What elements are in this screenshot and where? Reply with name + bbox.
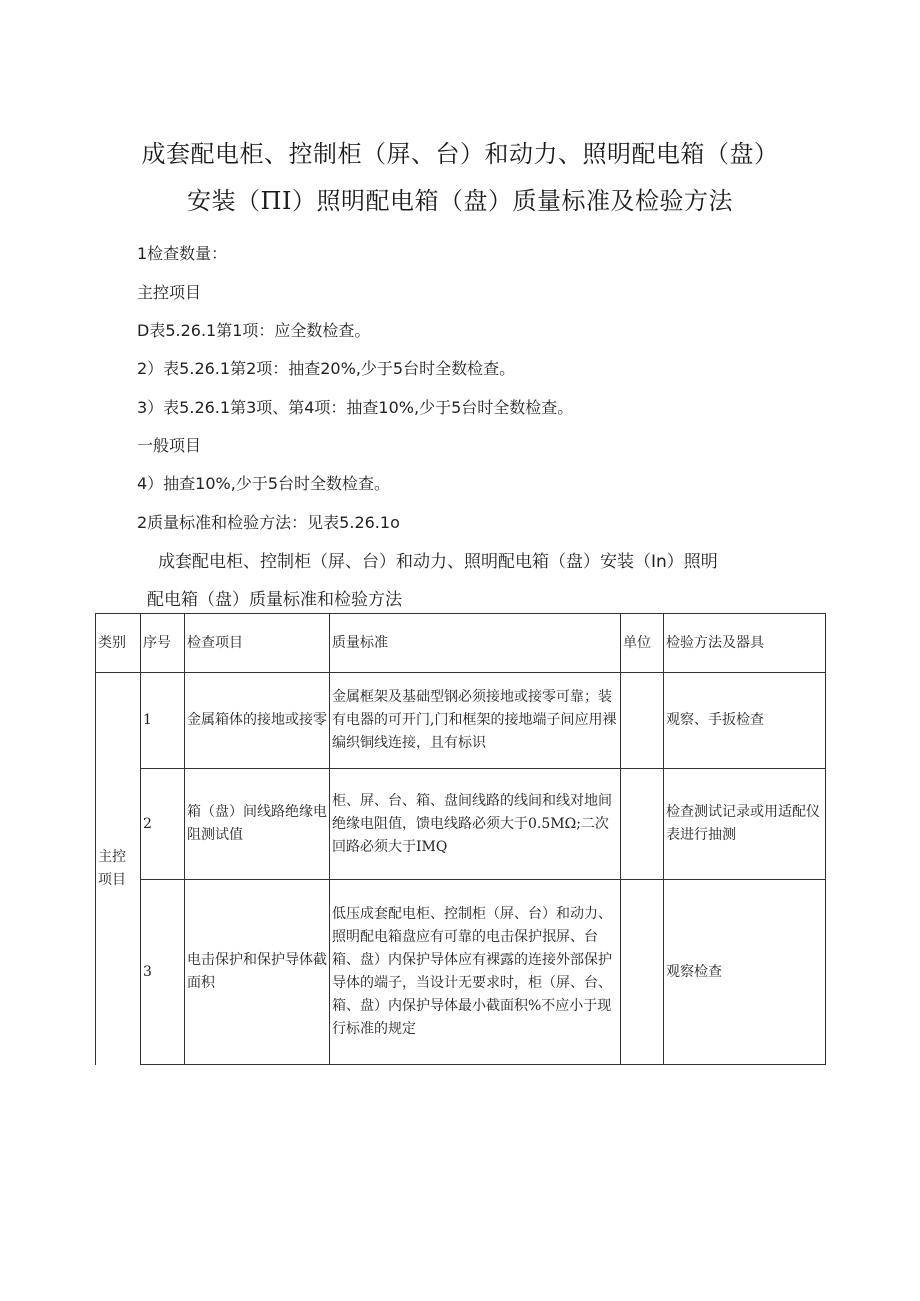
row-method: 观察、手扳检查: [664, 673, 826, 769]
document-title-line-1: 成套配电柜、控制柜（屏、台）和动力、照明配电箱（盘）: [141, 140, 779, 168]
header-no: 序号: [141, 614, 185, 673]
row-no: 1: [141, 673, 185, 769]
inspection-quantity-heading: 1检查数量：: [137, 244, 228, 263]
row-item: 箱（盘）间线路绝缘电阻测试值: [185, 769, 330, 880]
row-unit: [621, 769, 664, 880]
header-method: 检验方法及器具: [664, 614, 826, 673]
table-caption-line-2: 配电箱（盘）质量标准和检验方法: [147, 590, 402, 610]
body-line-item-1: D表5.26.1第1项：应全数检查。: [137, 321, 371, 340]
header-item: 检查项目: [185, 614, 330, 673]
body-line-item-4: 4）抽查10%,少于5台时全数检查。: [137, 474, 391, 493]
table-row: [96, 673, 826, 769]
row-no: 2: [141, 769, 185, 880]
document-title-line-2: 安装（ΠI）照明配电箱（盘）质量标准及检验方法: [187, 187, 733, 215]
table-row: [96, 880, 826, 1065]
row-item: 金属箱体的接地或接零: [185, 673, 330, 769]
table-caption-line-1: 成套配电柜、控制柜（屏、台）和动力、照明配电箱（盘）安装（In）照明: [158, 552, 718, 572]
body-line-item-3: 3）表5.26.1第3项、第4项：抽查10%,少于5台时全数检查。: [137, 398, 574, 417]
row-method: 检查测试记录或用适配仪表进行抽测: [664, 769, 826, 880]
quality-standard-table: [95, 613, 826, 1065]
row-standard: 低压成套配电柜、控制柜（屏、台）和动力、照明配电箱盘应有可靠的电击保护抿屏、台箱、盘）内保护导体应有裸露的连接外部保护导体的端子，当设计无要求时，柜（屏、台、箱、盘）内保护导体最小截面积%不应小于现行标准的规定: [330, 880, 621, 1065]
header-standard: 质量标准: [330, 614, 621, 673]
row-no: 3: [141, 880, 185, 1065]
row-unit: [621, 673, 664, 769]
row-method: 观察检查: [664, 880, 826, 1065]
row-standard: 柜、屏、台、箱、盘间线路的线间和线对地间绝缘电阻值，馈电线路必须大于0.5MΩ;二次回路必须大于IMQ: [330, 769, 621, 880]
quality-standard-heading: 2质量标准和检验方法：见表5.26.1o: [137, 513, 400, 532]
row-standard: 金属框架及基础型钢必须接地或接零可靠；装有电器的可开门,门和框架的接地端子间应用裸编织铜线连接，且有标识: [330, 673, 621, 769]
row-item: 电击保护和保护导体截面积: [185, 880, 330, 1065]
header-unit: 单位: [621, 614, 664, 673]
category-cell: 主控项目: [96, 673, 141, 1065]
general-items-heading: 一般项目: [137, 436, 202, 455]
header-category: 类别: [96, 614, 141, 673]
table-header-row: [96, 614, 826, 673]
row-unit: [621, 880, 664, 1065]
body-line-item-2: 2）表5.26.1第2项：抽查20%,少于5台时全数检查。: [137, 359, 516, 378]
table-row: [96, 769, 826, 880]
main-items-heading: 主控项目: [137, 283, 202, 302]
